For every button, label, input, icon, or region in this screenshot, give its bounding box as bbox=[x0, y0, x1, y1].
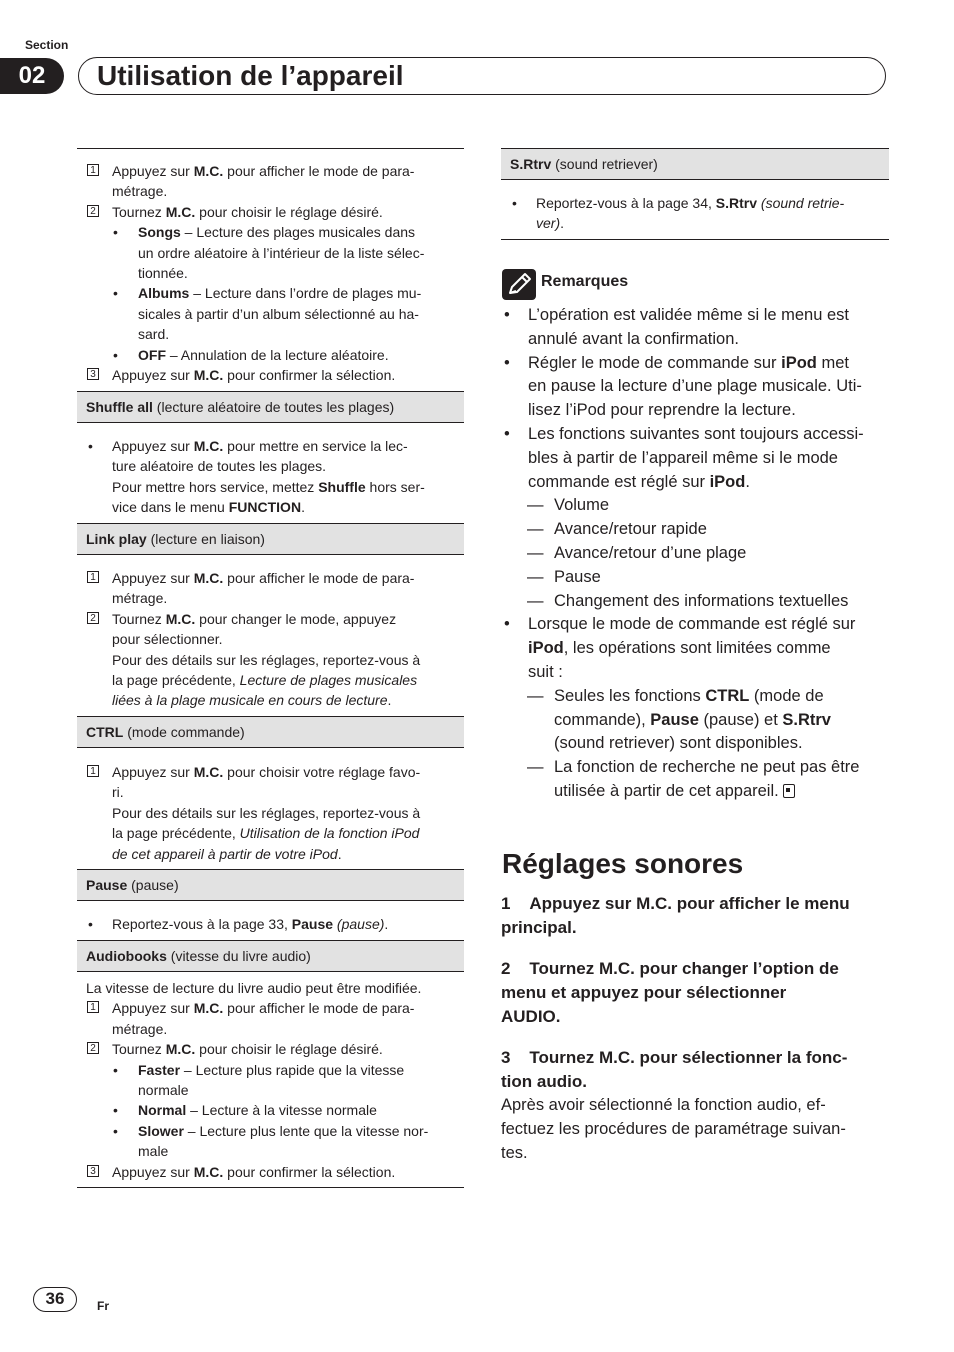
list-item: • L’opération est validée même si le menu est annulé avant la confirmation. bbox=[501, 304, 889, 352]
remarks-heading: Remarques bbox=[541, 273, 629, 290]
shuffle-text bbox=[77, 436, 464, 518]
list-item: • Faster – Lecture plus rapide que la vitesse normale bbox=[77, 1060, 464, 1101]
page-title: Utilisation de l’appareil bbox=[97, 60, 404, 91]
setting-bar-pause: Pause (pause) bbox=[77, 869, 464, 901]
rule bbox=[501, 239, 889, 240]
section-number: 02 bbox=[0, 58, 64, 94]
list-item: • OFF – Annulation de la lecture aléatoire. bbox=[77, 345, 464, 365]
list-item: • Normal – Lecture à la vitesse normale bbox=[77, 1100, 464, 1120]
page-number: 36 bbox=[33, 1287, 77, 1312]
step-3: 3 Appuyez sur M.C. pour confirmer la sélection. bbox=[77, 1162, 464, 1182]
setting-bar-audiobooks: Audiobooks (vitesse du livre audio) bbox=[77, 940, 464, 972]
step-1: 1 Appuyez sur M.C. pour afficher le mode de para- métrage. bbox=[77, 161, 464, 202]
sound-steps bbox=[501, 892, 889, 1165]
numbered-step: 3 Tournez M.C. pour sélectionner la fonc- tion audio. bbox=[501, 1048, 848, 1091]
section-label: Section bbox=[25, 38, 69, 52]
section-heading: Réglages sonores bbox=[502, 848, 744, 879]
list-item: • Reportez-vous à la page 34, S.Rtrv (sound retrie- ver). bbox=[501, 193, 889, 234]
setting-bar-shuffle: Shuffle all (lecture aléatoire de toutes les plages) bbox=[77, 391, 464, 423]
dash-item: — Avance/retour rapide bbox=[501, 518, 889, 542]
remarks-list bbox=[501, 304, 889, 804]
link-text bbox=[77, 568, 464, 711]
list-item: • Les fonctions suivantes sont toujours accessi- bles à partir de l’appareil même si le mode commande est réglé sur iPod. bbox=[501, 423, 889, 494]
list-item: • Reportez-vous à la page 33, Pause (pause). bbox=[77, 914, 464, 934]
step-1: 1 Appuyez sur M.C. pour afficher le mode de para- métrage. bbox=[77, 568, 464, 609]
dash-item: — Avance/retour d’une plage bbox=[501, 542, 889, 566]
paragraph: La vitesse de lecture du livre audio peut être modifiée. bbox=[86, 980, 422, 996]
pencil-note-icon bbox=[502, 269, 536, 300]
list-item: • Albums – Lecture dans l’ordre de plages mu- sicales à partir d’un album sélectionné au ha- sard. bbox=[77, 283, 464, 344]
paragraph: Pour des détails sur les réglages, reportez-vous à la page précédente, Utilisation de la fonction iPod de cet appareil à partir de votre iPod. bbox=[112, 804, 421, 862]
end-mark-icon bbox=[783, 784, 795, 798]
step-3: 3 Appuyez sur M.C. pour confirmer la sélection. bbox=[77, 365, 464, 385]
step-1: 1 Appuyez sur M.C. pour afficher le mode de para- métrage. bbox=[77, 998, 464, 1039]
step-1: 1 Appuyez sur M.C. pour choisir votre réglage favo- ri. bbox=[77, 762, 464, 803]
language-code: Fr bbox=[97, 1299, 109, 1313]
dash-item: — Volume bbox=[501, 494, 889, 518]
dash-item: — La fonction de recherche ne peut pas être utilisée à partir de cet appareil. bbox=[501, 756, 889, 804]
rule bbox=[77, 148, 464, 149]
paragraph: Après avoir sélectionné la fonction audio, ef- fectuez les procédures de paramétrage suivan- tes. bbox=[501, 1096, 846, 1162]
srtrv-text bbox=[501, 193, 889, 234]
setting-bar-link-play: Link play (lecture en liaison) bbox=[77, 523, 464, 555]
numbered-step: 2 Tournez M.C. pour changer l’option de menu et appuyez pour sélectionner AUDIO. bbox=[501, 959, 839, 1026]
ctrl-text bbox=[77, 762, 464, 864]
rule bbox=[77, 1187, 464, 1188]
dash-item: — Seules les fonctions CTRL (mode de commande), Pause (pause) et S.Rtrv (sound retriever) sont disponibles. bbox=[501, 685, 889, 756]
dash-item: — Changement des informations textuelles bbox=[501, 590, 889, 614]
step-2: 2 Tournez M.C. pour changer le mode, appuyez pour sélectionner. bbox=[77, 609, 464, 650]
paragraph: Pour des détails sur les réglages, reportez-vous à la page précédente, Lecture de plages musicales liées à la plage musicale en cours de lecture. bbox=[112, 651, 421, 709]
steps-block bbox=[77, 161, 464, 385]
setting-bar-srtrv: S.Rtrv (sound retriever) bbox=[501, 148, 889, 180]
numbered-step: 1 Appuyez sur M.C. pour afficher le menu principal. bbox=[501, 894, 850, 937]
step-2: 2 Tournez M.C. pour choisir le réglage désiré. bbox=[77, 1039, 464, 1059]
dash-item: — Pause bbox=[501, 566, 889, 590]
setting-bar-ctrl: CTRL (mode commande) bbox=[77, 716, 464, 748]
list-item: • Appuyez sur M.C. pour mettre en service la lec- ture aléatoire de toutes les plages. Pour mettre hors service, mettez Shuffle hors ser- vice dans le menu FUNCTION. bbox=[77, 436, 464, 518]
list-item: • Régler le mode de commande sur iPod met en pause la lecture d’une plage musicale. Uti- lisez l’iPod pour reprendre la lecture. bbox=[501, 352, 889, 423]
list-item: • Lorsque le mode de commande est réglé sur iPod, les opérations sont limitées comme suit : bbox=[501, 613, 889, 684]
pause-text bbox=[77, 914, 464, 934]
list-item: • Songs – Lecture des plages musicales dans un ordre aléatoire à l’intérieur de la liste sélec- tionnée. bbox=[77, 222, 464, 283]
step-2: 2 Tournez M.C. pour choisir le réglage désiré. bbox=[77, 202, 464, 222]
list-item: • Slower – Lecture plus lente que la vitesse nor- male bbox=[77, 1121, 464, 1162]
audiobooks-text bbox=[77, 978, 464, 1182]
